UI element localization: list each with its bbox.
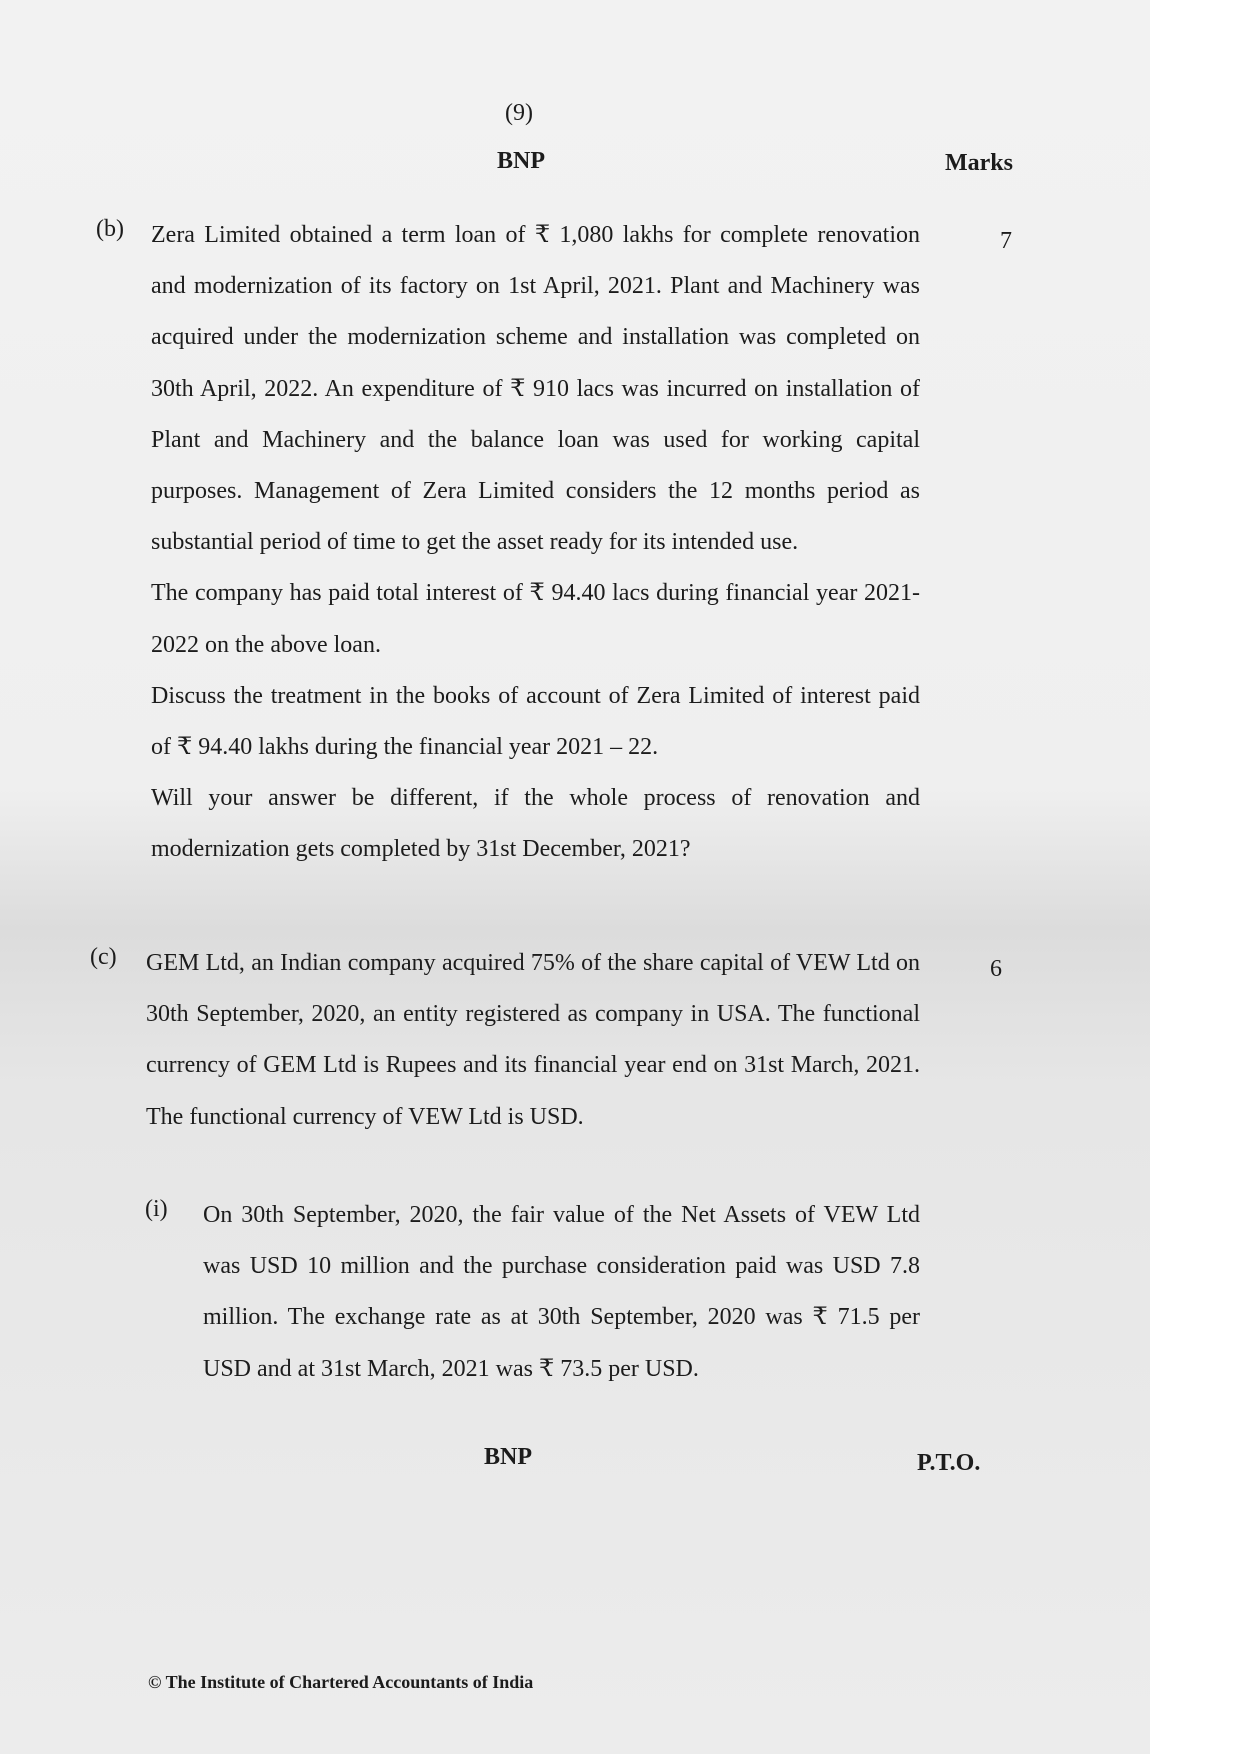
paper-code-header: BNP xyxy=(497,148,545,174)
pto-marker: P.T.O. xyxy=(917,1450,981,1476)
question-c-sub-i-body xyxy=(203,1190,920,1395)
question-c-label: (c) xyxy=(90,944,117,970)
question-b-paragraph: Will your answer be different, if the whole process of renovation and modernization gets completed by 31st December, 2021? xyxy=(151,785,920,863)
question-b-paragraph: Zera Limited obtained a term loan of ₹ 1,080 lakhs for complete renovation and modernization of its factory on 1st April, 2021. Plant and Machinery was acquired under the modernization scheme and installation was completed on 30th April, 2022. An expenditure of ₹ 910 lacs was incurred on installation of Plant and Machinery and the balance loan was used for working capital purposes. Management of Zera Limited considers the 12 months period as substantial period of time to get the asset ready for its intended use. xyxy=(151,222,920,556)
page-margin xyxy=(1150,0,1241,1754)
copyright-notice: © The Institute of Chartered Accountants of India xyxy=(148,1672,534,1692)
marks-heading: Marks xyxy=(945,150,1013,176)
question-b-label: (b) xyxy=(96,216,124,242)
question-c-sub-i-text: On 30th September, 2020, the fair value of the Net Assets of VEW Ltd was USD 10 million and the purchase consideration paid was USD 7.8 million. The exchange rate as at 30th September, 2020 was ₹ 71.5 per USD and at 31st March, 2021 was ₹ 73.5 per USD. xyxy=(203,1202,920,1382)
question-b-marks: 7 xyxy=(1000,228,1012,254)
question-b-paragraph: The company has paid total interest of ₹ 94.40 lacs during financial year 2021-2022 on the above loan. xyxy=(151,580,920,658)
question-c-intro xyxy=(146,938,920,1143)
question-c-marks: 6 xyxy=(990,956,1002,982)
question-b-paragraph: Discuss the treatment in the books of account of Zera Limited of interest paid of ₹ 94.40 lakhs during the financial year 2021 – 22. xyxy=(151,682,920,761)
question-c-sub-i-label: (i) xyxy=(145,1196,168,1222)
question-c-paragraph: GEM Ltd, an Indian company acquired 75% of the share capital of VEW Ltd on 30th September, 2020, an entity registered as company in USA. The functional currency of GEM Ltd is Rupees and its financial year end on 31st March, 2021. The functional currency of VEW Ltd is USD. xyxy=(146,950,920,1130)
paper-code-footer: BNP xyxy=(484,1444,532,1470)
question-b-body xyxy=(151,210,920,876)
page-number: (9) xyxy=(505,100,533,126)
